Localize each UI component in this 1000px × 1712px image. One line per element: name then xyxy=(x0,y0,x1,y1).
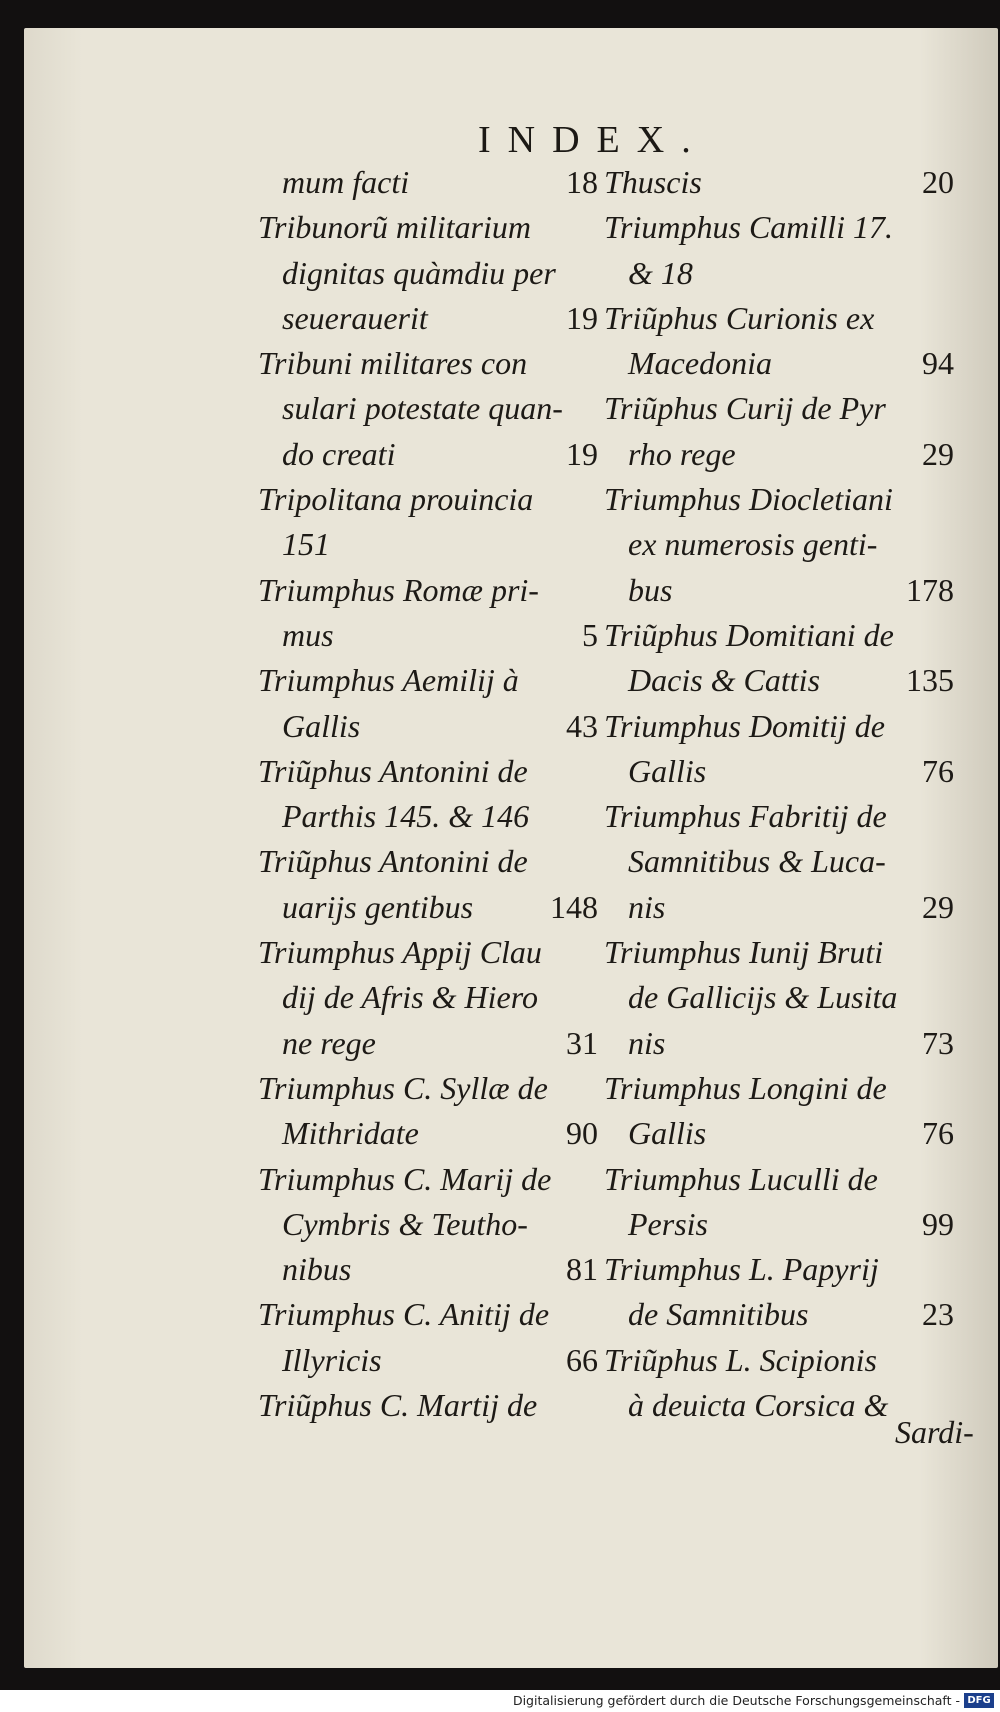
entry-text: Gallis xyxy=(628,752,707,789)
index-entry-line xyxy=(604,1292,954,1337)
entry-text: Dacis & Cattis xyxy=(628,662,821,699)
entry-text: do creati xyxy=(282,435,396,472)
entry-text: nibus xyxy=(282,1251,352,1288)
entry-text: ex numerosis genti- xyxy=(628,526,878,563)
entry-text: Tripolitana prouincia xyxy=(258,481,534,518)
index-entry-line xyxy=(604,251,954,296)
index-entry-line xyxy=(604,1247,954,1292)
index-entry-line xyxy=(604,522,954,567)
index-entry-line xyxy=(258,1202,598,1247)
index-entry-line xyxy=(258,794,598,839)
entry-page-number: 43 xyxy=(566,707,598,744)
entry-text: Cymbris & Teutho- xyxy=(282,1205,528,1242)
entry-text: Triũphus L. Scipionis xyxy=(604,1341,877,1378)
entry-text: Triumphus Aemilij à xyxy=(258,662,519,699)
entry-page-number: 148 xyxy=(550,888,598,925)
index-entry-line xyxy=(258,749,598,794)
footer-credit-text: Digitalisierung gefördert durch die Deutsche Forschungsgemeinschaft - xyxy=(512,1693,960,1708)
entry-text: dignitas quàmdiu per xyxy=(282,254,556,291)
entry-text: Macedonia xyxy=(628,345,772,382)
entry-page-number: 76 xyxy=(922,752,954,789)
entry-text: ne rege xyxy=(282,1024,376,1061)
index-entry-line xyxy=(604,341,954,386)
index-entry-line xyxy=(604,1202,954,1247)
entry-text: Triumphus Iunij Bruti xyxy=(604,934,884,971)
entry-text: dij de Afris & Hiero xyxy=(282,979,538,1016)
entry-text: Triumphus Appij Clau xyxy=(258,934,542,971)
index-entry-line xyxy=(258,1157,598,1202)
entry-text: mum facti xyxy=(282,164,410,200)
entry-text: mus xyxy=(282,616,334,653)
index-entry-line xyxy=(258,1247,598,1292)
index-entry-line xyxy=(604,930,954,975)
entry-page-number: 135 xyxy=(906,662,954,699)
entry-page-number: 29 xyxy=(922,888,954,925)
entry-text: seuerauerit xyxy=(282,299,428,336)
entry-page-number: 99 xyxy=(922,1205,954,1242)
entry-page-number: 76 xyxy=(922,1115,954,1152)
index-entry-line xyxy=(604,975,954,1020)
entry-text: Triũphus Antonini de xyxy=(258,843,528,880)
entry-text: de Gallicijs & Lusita xyxy=(628,979,898,1016)
index-entry-line xyxy=(258,839,598,884)
index-entry-line xyxy=(604,296,954,341)
index-entry-line xyxy=(604,205,954,250)
index-entry-line xyxy=(604,386,954,431)
entry-text: Triumphus Luculli de xyxy=(604,1160,878,1197)
entry-text: Gallis xyxy=(628,1115,707,1152)
entry-text: Thuscis xyxy=(604,164,702,200)
index-entry-line xyxy=(604,794,954,839)
index-entry-line xyxy=(604,568,954,613)
index-entry-line xyxy=(604,885,954,930)
entry-text: sulari potestate quan- xyxy=(282,390,563,427)
index-entry-line xyxy=(258,1066,598,1111)
entry-text: Triũphus Antonini de xyxy=(258,752,528,789)
index-entry-line xyxy=(258,477,598,522)
entry-text: Triumphus C. Syllæ de xyxy=(258,1069,548,1106)
entry-text: Triũphus C. Martij de xyxy=(258,1387,538,1424)
index-entry-line xyxy=(258,386,598,431)
entry-page-number: 18 xyxy=(566,164,598,200)
entry-text: Triũphus Curij de Pyr xyxy=(604,390,886,427)
entry-page-number: 66 xyxy=(566,1341,598,1378)
entry-text: Triumphus C. Anitij de xyxy=(258,1296,550,1333)
entry-page-number: 20 xyxy=(922,164,954,200)
entry-text: Gallis xyxy=(282,707,361,744)
entry-text: Triumphus Fabritij de xyxy=(604,798,887,835)
entry-text: Parthis 145. & 146 xyxy=(282,798,530,835)
index-entry-line xyxy=(258,205,598,250)
index-entry-line xyxy=(258,1383,598,1428)
entry-text: Triũphus Curionis ex xyxy=(604,299,875,336)
entry-text: Illyricis xyxy=(282,1341,382,1378)
index-entry-line xyxy=(604,432,954,477)
index-entry-line xyxy=(258,251,598,296)
entry-page-number: 5 xyxy=(582,616,598,653)
entry-text: 151 xyxy=(282,526,330,563)
entry-text: Triumphus C. Marij de xyxy=(258,1160,552,1197)
entry-text: Triumphus Longini de xyxy=(604,1069,887,1106)
entry-page-number: 90 xyxy=(566,1115,598,1152)
index-entry-line xyxy=(258,1111,598,1156)
index-entry-line xyxy=(604,658,954,703)
entry-text: à deuicta Corsica & xyxy=(628,1387,889,1424)
index-entry-line xyxy=(604,1338,954,1383)
entry-page-number: 178 xyxy=(906,571,954,608)
index-entry-line xyxy=(258,341,598,386)
index-entry-line xyxy=(604,1021,954,1066)
entry-page-number: 19 xyxy=(566,435,598,472)
index-entry-line xyxy=(258,296,598,341)
index-entry-line xyxy=(604,160,954,205)
entry-page-number: 19 xyxy=(566,299,598,336)
dfg-logo: DFG xyxy=(964,1693,994,1708)
index-entry-line xyxy=(604,613,954,658)
entry-text: rho rege xyxy=(628,435,736,472)
index-entry-line xyxy=(604,839,954,884)
entry-text: bus xyxy=(628,571,673,608)
index-entry-line xyxy=(604,704,954,749)
entry-page-number: 23 xyxy=(922,1296,954,1333)
entry-text: Triumphus Diocletiani xyxy=(604,481,893,518)
index-entry-line xyxy=(604,477,954,522)
index-entry-line xyxy=(604,1111,954,1156)
index-entry-line xyxy=(258,658,598,703)
index-entry-line xyxy=(258,160,598,205)
entry-text: Tribuni militares con xyxy=(258,345,528,382)
index-entry-line xyxy=(604,749,954,794)
entry-page-number: 81 xyxy=(566,1251,598,1288)
index-entry-line xyxy=(258,613,598,658)
entry-text: uarijs gentibus xyxy=(282,888,474,925)
running-head: INDEX. xyxy=(478,119,708,161)
entry-page-number: 29 xyxy=(922,435,954,472)
index-column-left xyxy=(258,160,598,1428)
digitization-footer xyxy=(0,1690,1000,1712)
index-entry-line xyxy=(258,432,598,477)
entry-text: Triumphus Camilli 17. xyxy=(604,209,893,246)
entry-text: Tribunorũ militarium xyxy=(258,209,531,246)
index-entry-line xyxy=(258,1292,598,1337)
entry-text: Triumphus Romæ pri- xyxy=(258,571,539,608)
index-entry-line xyxy=(258,568,598,613)
index-entry-line xyxy=(258,885,598,930)
index-entry-line xyxy=(258,975,598,1020)
index-entry-line xyxy=(604,1066,954,1111)
index-entry-line xyxy=(258,522,598,567)
index-column-right xyxy=(604,160,954,1428)
index-entry-line xyxy=(258,1021,598,1066)
entry-text: Triumphus L. Papyrij xyxy=(604,1251,879,1288)
catchword: Sardi- xyxy=(895,1414,974,1450)
entry-text: nis xyxy=(628,888,666,925)
index-entry-line xyxy=(258,1338,598,1383)
entry-text: Triumphus Domitij de xyxy=(604,707,885,744)
index-entry-line xyxy=(604,1157,954,1202)
entry-page-number: 94 xyxy=(922,345,954,382)
entry-text: de Samnitibus xyxy=(628,1296,809,1333)
entry-text: Persis xyxy=(628,1205,708,1242)
index-entry-line xyxy=(258,704,598,749)
entry-text: Triũphus Domitiani de xyxy=(604,616,894,653)
entry-text: Samnitibus & Luca- xyxy=(628,843,886,880)
index-entry-line xyxy=(258,930,598,975)
entry-text: nis xyxy=(628,1024,666,1061)
entry-text: & 18 xyxy=(628,254,693,291)
entry-page-number: 73 xyxy=(922,1024,954,1061)
entry-page-number: 31 xyxy=(566,1024,598,1061)
entry-text: Mithridate xyxy=(282,1115,419,1152)
